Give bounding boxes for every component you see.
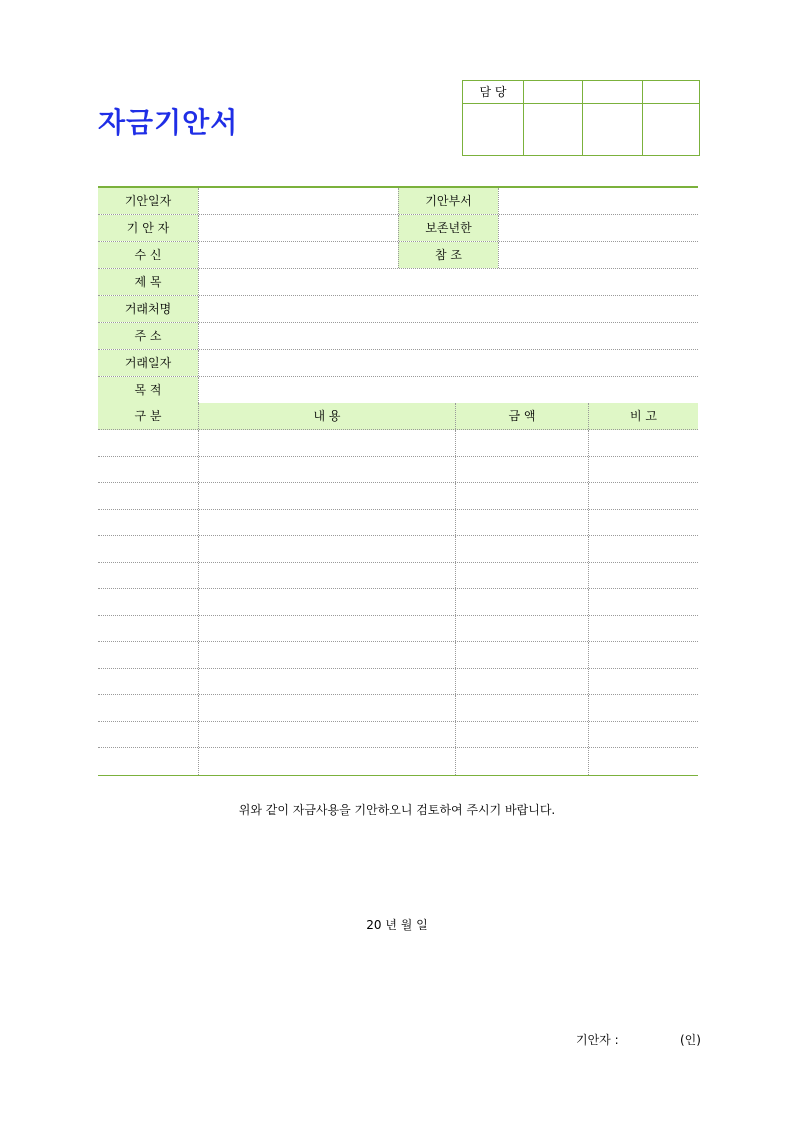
table-cell-amount[interactable] (455, 430, 588, 456)
table-row (98, 669, 698, 696)
table-cell-amount[interactable] (455, 536, 588, 562)
table-cell-remarks[interactable] (588, 483, 698, 509)
table-cell-amount[interactable] (455, 748, 588, 775)
table-cell-remarks[interactable] (588, 536, 698, 562)
table-cell-amount[interactable] (455, 510, 588, 536)
signer-label: 기안자 : (576, 1033, 619, 1047)
subject-field[interactable] (198, 269, 698, 295)
request-statement: 위와 같이 자금사용을 기안하오니 검토하여 주시기 바랍니다. (238, 803, 556, 817)
table-cell-category[interactable] (98, 563, 198, 589)
table-cell-remarks[interactable] (588, 669, 698, 695)
info-row (98, 215, 698, 242)
col-remarks: 비 고 (588, 403, 698, 429)
table-cell-remarks[interactable] (588, 430, 698, 456)
approval-row-divider (463, 103, 699, 104)
label-department: 기안부서 (398, 188, 498, 214)
table-row (98, 457, 698, 484)
table-cell-remarks[interactable] (588, 642, 698, 668)
date-line: 20 년 월 일 (366, 918, 428, 932)
table-cell-amount[interactable] (455, 669, 588, 695)
table-cell-amount[interactable] (455, 457, 588, 483)
table-cell-category[interactable] (98, 669, 198, 695)
label-retention: 보존년한 (398, 215, 498, 241)
purpose-field[interactable] (198, 377, 698, 403)
label-transaction-date: 거래일자 (98, 350, 198, 376)
table-cell-content[interactable] (198, 722, 455, 748)
table-cell-remarks[interactable] (588, 457, 698, 483)
approval-header: 담 당 (479, 85, 507, 99)
recipient-field[interactable] (198, 242, 398, 268)
table-cell-category[interactable] (98, 616, 198, 642)
table-cell-amount[interactable] (455, 616, 588, 642)
label-address: 주 소 (98, 323, 198, 349)
info-row (98, 323, 698, 350)
table-cell-amount[interactable] (455, 642, 588, 668)
table-cell-amount[interactable] (455, 722, 588, 748)
table-row (98, 642, 698, 669)
info-row (98, 188, 698, 215)
label-subject: 제 목 (98, 269, 198, 295)
table-cell-amount[interactable] (455, 483, 588, 509)
col-amount: 금 액 (455, 403, 588, 429)
table-cell-content[interactable] (198, 589, 455, 615)
table-cell-category[interactable] (98, 483, 198, 509)
table-cell-content[interactable] (198, 510, 455, 536)
table-cell-remarks[interactable] (588, 563, 698, 589)
table-row (98, 589, 698, 616)
table-cell-content[interactable] (198, 616, 455, 642)
info-row (98, 242, 698, 269)
table-row (98, 430, 698, 457)
table-row (98, 483, 698, 510)
table-cell-category[interactable] (98, 695, 198, 721)
label-reference: 참 조 (398, 242, 498, 268)
table-cell-remarks[interactable] (588, 616, 698, 642)
approval-divider (582, 81, 583, 155)
table-cell-amount[interactable] (455, 563, 588, 589)
table-cell-content[interactable] (198, 669, 455, 695)
table-row (98, 748, 698, 775)
table-cell-category[interactable] (98, 430, 198, 456)
table-row (98, 722, 698, 749)
table-cell-remarks[interactable] (588, 722, 698, 748)
approval-divider (642, 81, 643, 155)
col-category: 구 분 (134, 409, 162, 423)
label-request-date: 기안일자 (98, 188, 198, 214)
table-cell-category[interactable] (98, 748, 198, 775)
label-client-name: 거래처명 (98, 296, 198, 322)
table-header (98, 403, 698, 430)
col-content: 내 용 (198, 403, 455, 429)
department-field[interactable] (498, 188, 698, 214)
client-name-field[interactable] (198, 296, 698, 322)
table-cell-content[interactable] (198, 642, 455, 668)
table-cell-remarks[interactable] (588, 589, 698, 615)
table-cell-content[interactable] (198, 563, 455, 589)
info-row (98, 296, 698, 323)
table-cell-category[interactable] (98, 510, 198, 536)
table-cell-content[interactable] (198, 483, 455, 509)
table-cell-category[interactable] (98, 457, 198, 483)
label-purpose: 목 적 (98, 377, 198, 403)
label-drafter: 기 안 자 (98, 215, 198, 241)
table-cell-category[interactable] (98, 536, 198, 562)
table-cell-category[interactable] (98, 642, 198, 668)
document-title: 자금기안서 (98, 106, 239, 139)
table-row (98, 616, 698, 643)
table-row (98, 695, 698, 722)
address-field[interactable] (198, 323, 698, 349)
table-cell-amount[interactable] (455, 695, 588, 721)
info-row (98, 269, 698, 296)
seal-mark: (인) (680, 1033, 701, 1047)
table-row (98, 536, 698, 563)
retention-field[interactable] (498, 215, 698, 241)
table-cell-content[interactable] (198, 536, 455, 562)
drafter-field[interactable] (198, 215, 398, 241)
reference-field[interactable] (498, 242, 698, 268)
approval-box (462, 80, 700, 156)
table-cell-remarks[interactable] (588, 510, 698, 536)
form-bottom-border (98, 775, 698, 776)
table-cell-content[interactable] (198, 430, 455, 456)
table-cell-category[interactable] (98, 589, 198, 615)
table-cell-amount[interactable] (455, 589, 588, 615)
request-date-field[interactable] (198, 188, 398, 214)
table-cell-content[interactable] (198, 748, 455, 775)
label-recipient: 수 신 (98, 242, 198, 268)
table-cell-remarks[interactable] (588, 695, 698, 721)
table-cell-content[interactable] (198, 695, 455, 721)
table-cell-category[interactable] (98, 722, 198, 748)
transaction-date-field[interactable] (198, 350, 698, 376)
info-row (98, 377, 698, 404)
approval-divider (523, 81, 524, 155)
table-cell-remarks[interactable] (588, 748, 698, 775)
info-row (98, 350, 698, 377)
table-row (98, 563, 698, 590)
table-cell-content[interactable] (198, 457, 455, 483)
table-row (98, 510, 698, 537)
